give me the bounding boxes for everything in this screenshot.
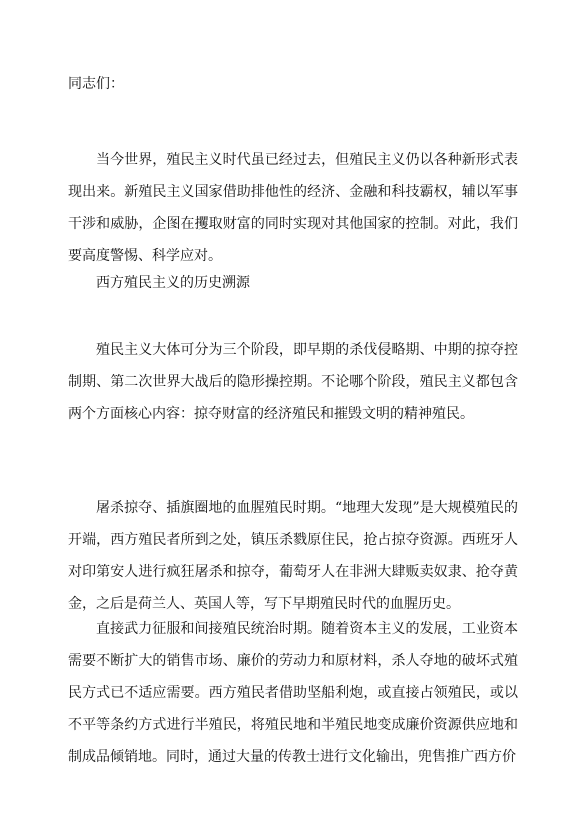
paragraph-armed-conquest-period: 直接武力征服和间接殖民统治时期。随着资本主义的发展，工业资本需要不断扩大的销售市场、廉价的劳动力和原材料，杀人夺地的破坏式殖民方式已不适应需要。西方殖民者借助坚船利炮，或直接占领殖民，或以不平等条约方式进行半殖民，将殖民地和半殖民地变成廉价资源供应地和制成品倾销地。同时，通过大量的传教士进行文化输出，兜售推广西方价	[68, 621, 518, 765]
paragraph-intro: 当今世界，殖民主义时代虽已经过去，但殖民主义仍以各种新形式表现出来。新殖民主义国家借助排他性的经济、金融和科技霸权，辅以军事干涉和威胁，企图在攫取财富的同时实现对其他国家的控制。对此，我们要高度警惕、科学应对。	[68, 152, 518, 264]
paragraph-bloody-colonial-period: 屠杀掠夺、插旗圈地的血腥殖民时期。“地理大发现”是大规模殖民的开端，西方殖民者所到之处，镇压杀戮原住民，抢占掠夺资源。西班牙人对印第安人进行疯狂屠杀和掠夺，葡萄牙人在非洲大肆贩卖奴隶、抢夺黄金，之后是荷兰人、英国人等，写下早期殖民时代的血腥历史。	[68, 500, 518, 612]
section-heading: 西方殖民主义的历史溯源	[96, 275, 250, 291]
salutation: 同志们：	[68, 76, 124, 92]
paragraph-stages: 殖民主义大体可分为三个阶段，即早期的杀伐侵略期、中期的掠夺控制期、第二次世界大战后的隐形操控期。不论哪个阶段，殖民主义都包含两个方面核心内容：掠夺财富的经济殖民和摧毁文明的精神殖民。	[68, 342, 518, 422]
